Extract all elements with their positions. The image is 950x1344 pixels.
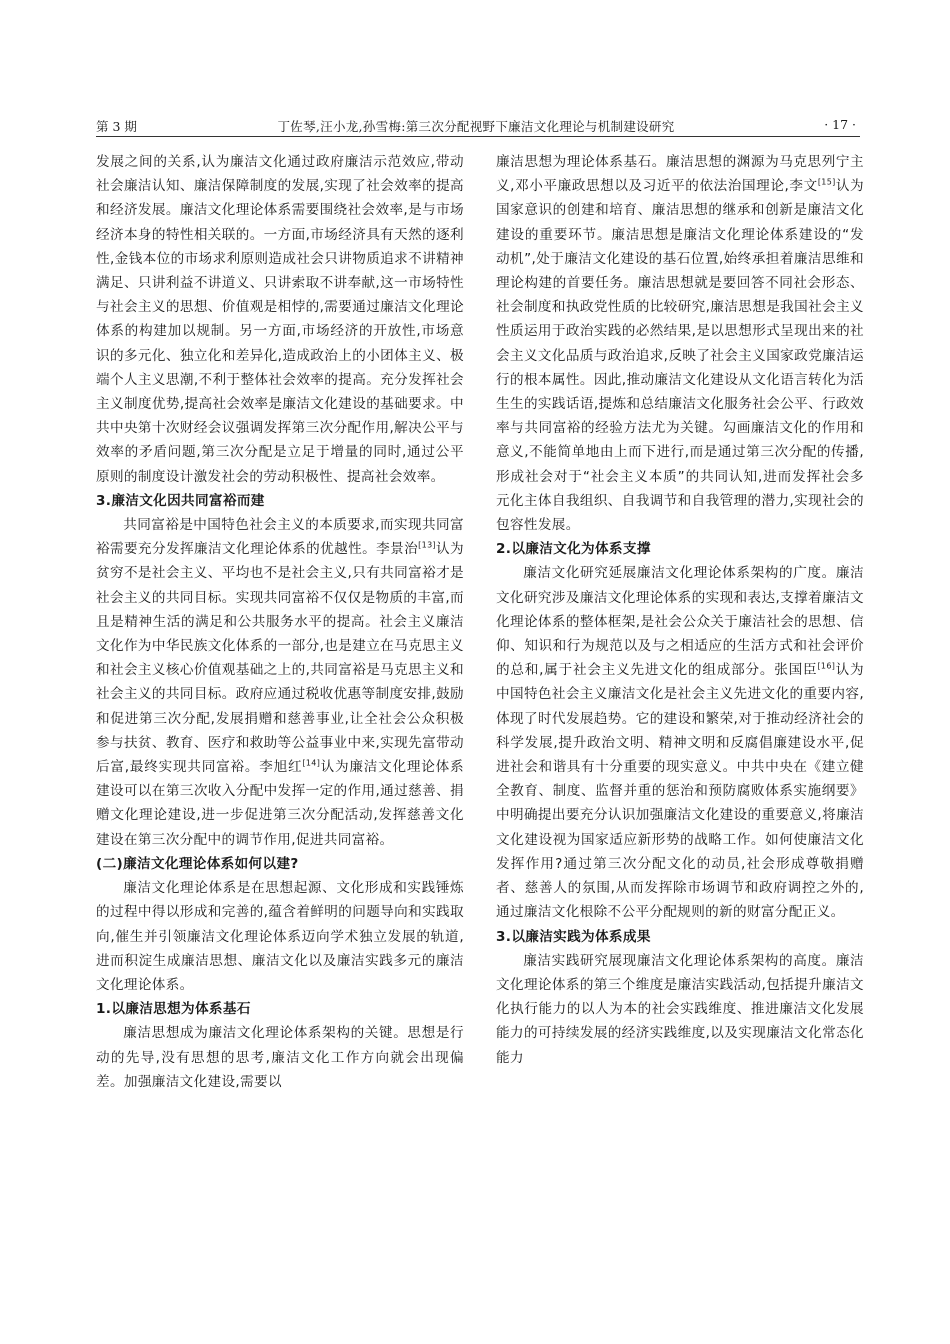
left-column [96,150,464,1094]
citation: [15] [817,177,836,187]
section-heading: 2.以廉洁文化为体系支撑 [496,541,651,558]
paragraph: 廉洁思想为理论体系基石。廉洁思想的渊源为马克思列宁主义,邓小平廉政思想以及习近平的依法治国理论,李文[15]认为国家意识的创建和培育、廉洁思想的继承和创新是廉洁文化建设的重要环节。廉洁思想是廉洁文化理论体系建设的“发动机”,处于廉洁文化建设的基石位置,始终承担着廉洁思维和理论构建的首要任务。廉洁思想就是要回答不同社会形态、社会制度和执政党性质的比较研究,廉洁思想是我国社会主义性质运用于政治实践的必然结果,是以思想形式呈现出来的社会主义文化品质与政治追求,反映了社会主义国家政党廉洁运行的根本属性。因此,推动廉洁文化建设从文化语言转化为活生生的实践话语,提炼和总结廉洁文化服务社会公平、行政效率与共同富裕的经验方法尤为关键。勾画廉洁文化的作用和意义,不能简单地由上而下进行,而是通过第三次分配的传播,形成社会对于“社会主义本质”的共同认知,进而发挥社会多元化主体自我组织、自我调节和自我管理的潜力,实现社会的包容性发展。 [496,154,865,534]
citation: [16] [817,661,836,671]
issue-number: 第 3 期 [96,119,137,134]
section-heading: 3.以廉洁实践为体系成果 [496,928,651,945]
section-heading: 1.以廉洁思想为体系基石 [96,1001,251,1018]
paragraph: 廉洁思想成为廉洁文化理论体系架构的关键。思想是行动的先导,没有思想的思考,廉洁文化工作方向就会出现偏差。加强廉洁文化建设,需要以 [96,1025,464,1090]
section-heading: (二)廉洁文化理论体系如何以建? [96,855,299,872]
paragraph: 发展之间的关系,认为廉洁文化通过政府廉洁示范效应,带动社会廉洁认知、廉洁保障制度的发展,实现了社会效率的提高和经济发展。廉洁文化理论体系需要围绕社会效率,是与市场经济本身的特性相关联的。一方面,市场经济具有天然的逐利性,金钱本位的市场求利原则造成社会只讲物质追求不讲精神满足、只讲利益不讲道义、只讲索取不讲奉献,这一市场特性与社会主义的思想、价值观是相悖的,需要通过廉洁文化理论体系的构建加以规制。另一方面,市场经济的开放性,市场意识的多元化、独立化和差异化,造成政治上的小团体主义、极端个人主义思潮,不利于整体社会效率的提高。充分发挥社会主义制度优势,提高社会效率是廉洁文化建设的基础要求。中共中央第十次财经会议强调发挥第三次分配作用,解决公平与效率的矛盾问题,第三次分配是立足于增量的同时,通过公平原则的制度设计激发社会的劳动积极性、提高社会效率。 [96,154,464,485]
paragraph: 共同富裕是中国特色社会主义的本质要求,而实现共同富裕需要充分发挥廉洁文化理论体系的优越性。李景治[13]认为贫穷不是社会主义、平均也不是社会主义,只有共同富裕才是社会主义的共同目标。实现共同富裕不仅仅是物质的丰富,而且是精神生活的满足和公共服务水平的提高。社会主义廉洁文化作为中华民族文化体系的一部分,也是建立在马克思主义和社会主义核心价值观基础之上的,共同富裕是马克思主义和社会主义的共同目标。政府应通过税收优惠等制度安排,鼓励和促进第三次分配,发展捐赠和慈善事业,让全社会公众积极参与扶贫、教育、医疗和救助等公益事业中来,实现先富带动后富,最终实现共同富裕。李旭红[14]认为廉洁文化理论体系建设可以在第三次收入分配中发挥一定的作用,通过慈善、捐赠文化理论建设,进一步促进第三次分配活动,发挥慈善文化建设在第三次分配中的调节作用,促进共同富裕。 [96,517,464,848]
right-column [496,150,864,1070]
paragraph: 廉洁文化研究延展廉洁文化理论体系架构的广度。廉洁文化研究涉及廉洁文化理论体系的实现和表达,支撑着廉洁文化理论体系的整体框架,是社会公众关于廉洁社会的思想、信仰、知识和行为规范以及与之相适应的生活方式和社会评价的总和,属于社会主义先进文化的组成部分。张国臣[16]认为中国特色社会主义廉洁文化是社会主义先进文化的重要内容,体现了时代发展趋势。它的建设和繁荣,对于推动经济社会的科学发展,提升政治文明、精神文明和反腐倡廉建设水平,促进社会和谐具有十分重要的现实意义。中共中央在《建立健全教育、制度、监督并重的惩治和预防腐败体系实施纲要》中明确提出要充分认识加强廉洁文化建设的重要意义,将廉洁文化建设视为国家适应新形势的战略工作。如何使廉洁文化发挥作用?通过第三次分配文化的动员,社会形成尊敬捐赠者、慈善人的氛围,从而发挥除市场调节和政府调控之外的,通过廉洁文化根除不公平分配规则的新的财富分配正义。 [496,565,865,921]
header-rule [96,136,860,137]
paragraph: 廉洁文化理论体系是在思想起源、文化形成和实践锤炼的过程中得以形成和完善的,蕴含着鲜明的问题导向和实践取向,催生并引领廉洁文化理论体系迈向学术独立发展的轨道,进而积淀生成廉洁思想、廉洁文化以及廉洁实践多元的廉洁文化理论体系。 [96,880,464,993]
paragraph: 廉洁实践研究展现廉洁文化理论体系架构的高度。廉洁文化理论体系的第三个维度是廉洁实践活动,包括提升廉洁文化执行能力的以人为本的社会实践维度、推进廉洁文化发展能力的可持续发展的经济实践维度,以及实现廉洁文化常态化能力 [496,952,864,1066]
citation: [13] [418,540,436,550]
citation: [14] [302,758,321,768]
page-header [96,113,856,137]
running-title: 丁佐琴,汪小龙,孙雪梅:第三次分配视野下廉洁文化理论与机制建设研究 [277,119,675,134]
page-number: · 17 · [824,117,856,132]
section-heading: 3.廉洁文化因共同富裕而建 [96,492,265,509]
